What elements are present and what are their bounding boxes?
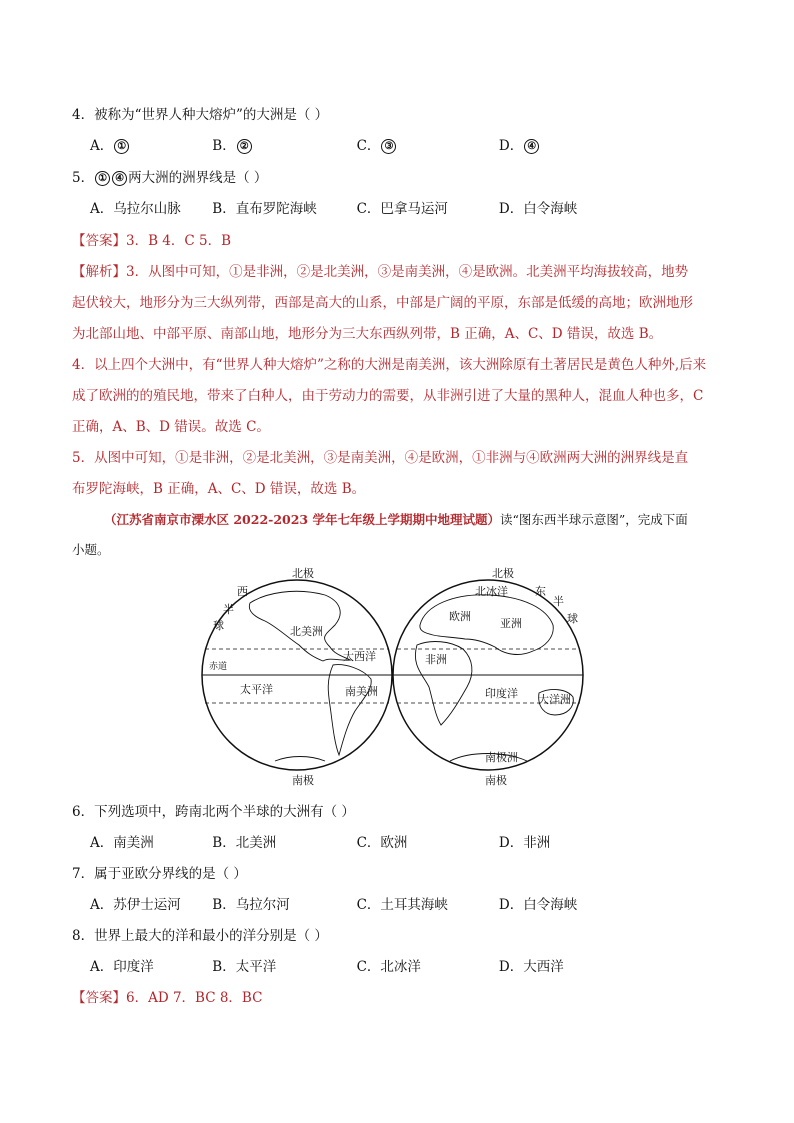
svg-text:东: 东 — [535, 585, 546, 598]
option-c[interactable]: C． ③ — [357, 134, 495, 154]
analysis-line-2: 起伏较大，地形分为三大纵列带，西部是高大的山系，中部是广阔的平原，东部是低缓的高地；欧洲地形 — [72, 295, 693, 311]
source-citation-cont: 小题。 — [72, 542, 110, 557]
svg-text:球: 球 — [567, 612, 578, 625]
question-4-options — [90, 134, 540, 154]
option-c[interactable]: C．巴拿马运河 — [356, 201, 448, 217]
option-d[interactable]: D．非洲 — [498, 835, 551, 851]
option-d[interactable]: D．白令海峡 — [498, 201, 578, 217]
question-7-stem: 7．属于亚欧分界线的是（ ） — [72, 866, 247, 882]
label-equator: 赤道 — [209, 662, 228, 672]
option-b[interactable]: B．北美洲 — [212, 835, 277, 851]
east-north-pole: 北极 — [492, 567, 514, 580]
label-antarctica: 南极洲 — [485, 751, 518, 764]
answer-block-1 — [72, 229, 231, 249]
question-6-stem: 6．下列选项中，跨南北两个半球的大洲有（ ） — [72, 804, 355, 820]
hemisphere-map — [195, 565, 595, 790]
option-a[interactable]: A．南美洲 — [90, 835, 154, 851]
answer-text: 3．B 4．C 5．B — [126, 233, 232, 249]
analysis-line-8: 布罗陀海峡，B 正确，A、C、D 错误，故选 B。 — [72, 481, 366, 497]
question-8-options — [90, 955, 564, 975]
analysis-line-7: 5．从图中可知，①是非洲，②是北美洲，③是南美洲，④是欧洲，①非洲与④欧洲两大洲的洲界线是直 — [72, 450, 689, 466]
svg-text:西: 西 — [237, 585, 248, 598]
western-hemisphere — [202, 566, 392, 787]
analysis-line-5: 成了欧洲的的殖民地，带来了白种人，由于劳动力的需要，从非洲引进了大量的黑种人，混血人种也多，C — [72, 388, 704, 404]
label-pacific: 太平洋 — [240, 683, 273, 696]
option-a[interactable]: A．苏伊士运河 — [90, 897, 181, 913]
option-a[interactable]: A．印度洋 — [90, 959, 154, 975]
analysis-tag: 【解析】 — [72, 264, 126, 280]
east-south-pole: 南极 — [485, 774, 507, 787]
analysis-line-1: 【解析】3．从图中可知，①是非洲，②是北美洲，③是南美洲，④是欧洲。北美洲平均海拔较高，地势 — [72, 264, 689, 280]
label-north-america: 北美洲 — [290, 625, 323, 638]
label-oceania: 大洋洲 — [538, 693, 571, 706]
answer-text: 6．AD 7．BC 8．BC — [126, 990, 263, 1006]
option-b[interactable]: B．直布罗陀海峡 — [212, 201, 317, 217]
source-citation: （江苏省南京市溧水区 2022-2023 学年七年级上学期期中地理试题）读“图东西半球示意图”，完成下面 — [104, 512, 688, 527]
question-5-stem: 5． ① ④ 两大洲的洲界线是（ ） — [72, 170, 268, 186]
svg-text:半: 半 — [553, 595, 564, 608]
svg-text:球: 球 — [213, 619, 224, 632]
answer-block-2 — [72, 986, 262, 1006]
answer-tag: 【答案】 — [72, 233, 126, 249]
question-4-stem: 4．被称为“世界人种大熔炉”的大洲是（ ） — [72, 107, 329, 123]
option-b[interactable]: B．乌拉尔河 — [212, 897, 290, 913]
option-a[interactable]: A． ① — [90, 134, 208, 154]
source-title: （江苏省南京市溧水区 2022-2023 学年七年级上学期期中地理试题） — [104, 512, 500, 527]
answer-tag: 【答案】 — [72, 990, 126, 1006]
label-south-america: 南美洲 — [345, 685, 378, 698]
option-d[interactable]: D． ④ — [499, 134, 540, 154]
option-b[interactable]: B．太平洋 — [212, 959, 277, 975]
label-europe: 欧洲 — [449, 610, 471, 623]
option-c[interactable]: C．土耳其海峡 — [356, 897, 448, 913]
option-c[interactable]: C．北冰洋 — [356, 959, 421, 975]
label-atlantic: 大西洋 — [343, 650, 376, 663]
eurasia-outline — [420, 595, 553, 655]
option-a[interactable]: A．乌拉尔山脉 — [90, 201, 181, 217]
question-5-options — [90, 197, 577, 217]
label-indian-ocean: 印度洋 — [485, 687, 518, 700]
label-asia: 亚洲 — [500, 617, 522, 630]
analysis-line-3: 为北部山地、中部平原、南部山地，地形分为三大东西纵列带，B 正确，A、C、D 错误，故选 B。 — [72, 326, 663, 342]
question-8-stem: 8．世界上最大的洋和最小的洋分别是（ ） — [72, 928, 328, 944]
west-south-pole: 南极 — [292, 774, 314, 787]
label-arctic-ocean: 北冰洋 — [475, 585, 508, 598]
question-7-options — [90, 893, 577, 913]
analysis-line-6: 正确，A、B、D 错误。故选 C。 — [72, 419, 270, 435]
west-north-pole: 北极 — [292, 567, 314, 580]
eastern-hemisphere — [393, 566, 583, 787]
option-b[interactable]: B． ② — [212, 134, 352, 154]
option-d[interactable]: D．大西洋 — [498, 959, 564, 975]
option-c[interactable]: C．欧洲 — [356, 835, 408, 851]
svg-text:半: 半 — [223, 603, 234, 616]
label-africa: 非洲 — [425, 653, 447, 666]
question-6-options — [90, 831, 550, 851]
analysis-line-4: 4．以上四个大洲中，有“世界人种大熔炉”之称的大洲是南美洲，该大洲除原有土著居民是黄色人种外,后来 — [72, 357, 707, 373]
option-d[interactable]: D．白令海峡 — [498, 897, 578, 913]
